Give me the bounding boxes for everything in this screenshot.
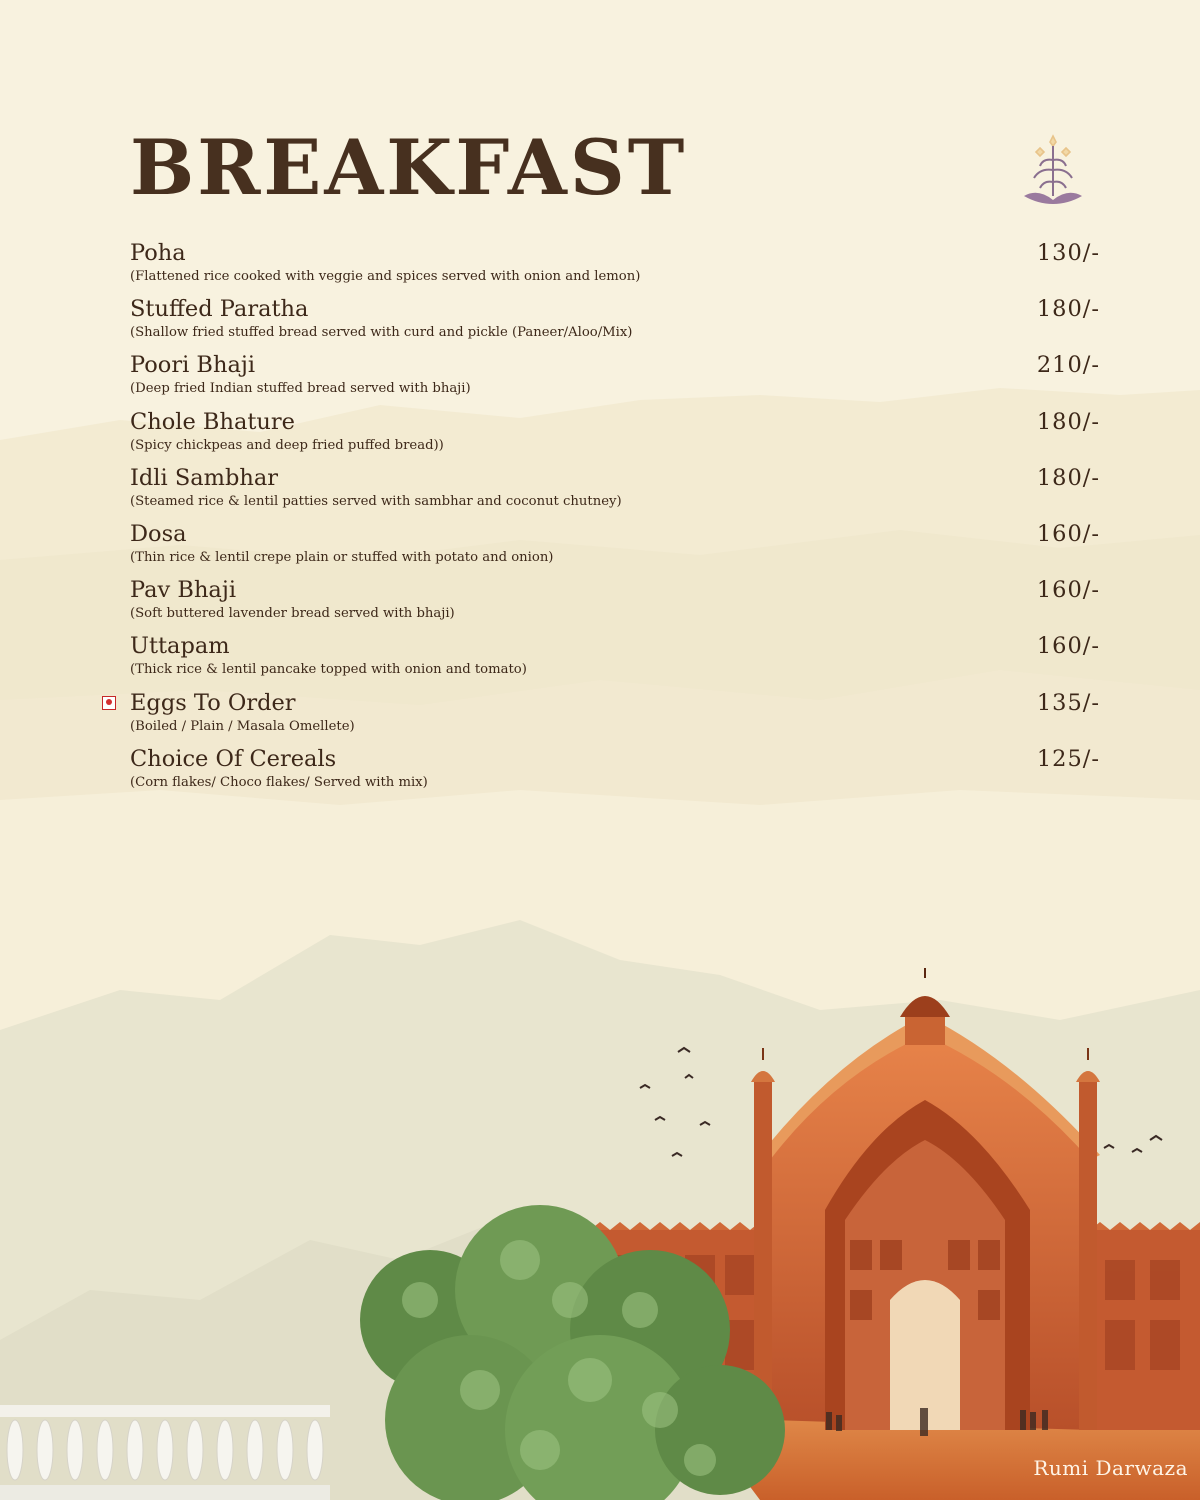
non-veg-marker-icon bbox=[102, 696, 116, 710]
item-price: 180/- bbox=[1036, 464, 1100, 491]
item-description: (Flattened rice cooked with veggie and spices served with onion and lemon) bbox=[130, 269, 641, 284]
menu-item-eggs-to-order bbox=[130, 688, 1100, 744]
item-description: (Spicy chickpeas and deep fried puffed bread)) bbox=[130, 437, 444, 453]
menu-item-chole-bhature bbox=[130, 407, 1100, 463]
menu-item-stuffed-paratha bbox=[130, 294, 1100, 350]
item-price: 210/- bbox=[1036, 352, 1100, 379]
item-name: Poori Bhaji bbox=[130, 352, 256, 379]
item-description: (Boiled / Plain / Masala Omellete) bbox=[130, 718, 355, 734]
item-price: 180/- bbox=[1036, 296, 1100, 323]
menu-item-pav-bhaji bbox=[130, 575, 1100, 631]
menu-item-choice-of-cereals bbox=[130, 744, 1100, 800]
item-description: (Shallow fried stuffed bread served with curd and pickle (Paneer/Aloo/Mix) bbox=[130, 325, 633, 341]
item-name: Chole Bhature bbox=[130, 408, 295, 435]
item-name: Pav Bhaji bbox=[130, 577, 237, 604]
item-name: Idli Sambhar bbox=[130, 464, 279, 491]
lotus-emblem-icon bbox=[1018, 130, 1088, 210]
menu-item-uttapam bbox=[130, 631, 1100, 687]
item-price: 125/- bbox=[1036, 745, 1100, 772]
menu-item-idli-sambhar bbox=[130, 463, 1100, 519]
item-name: Eggs To Order bbox=[130, 689, 296, 716]
item-description: (Corn flakes/ Choco flakes/ Served with mix) bbox=[130, 774, 428, 790]
item-price: 135/- bbox=[1036, 689, 1100, 716]
item-price: 130/- bbox=[1036, 240, 1100, 266]
menu-item-poori-bhaji bbox=[130, 350, 1100, 406]
item-name: Choice Of Cereals bbox=[130, 745, 337, 772]
item-price: 160/- bbox=[1036, 633, 1100, 660]
item-price: 160/- bbox=[1036, 577, 1100, 604]
item-description: (Soft buttered lavender bread served with bhaji) bbox=[130, 606, 455, 622]
balustrade-icon bbox=[0, 1405, 330, 1500]
item-name: Stuffed Paratha bbox=[130, 296, 309, 323]
rumi-darwaza-illustration bbox=[0, 960, 1200, 1500]
breakfast-menu bbox=[130, 238, 1100, 800]
page-title: BREAKFAST bbox=[130, 123, 688, 212]
item-description: (Thin rice & lentil crepe plain or stuffed with potato and onion) bbox=[130, 549, 554, 565]
menu-item-dosa bbox=[130, 519, 1100, 575]
item-description: (Thick rice & lentil pancake topped with onion and tomato) bbox=[130, 662, 527, 678]
item-description: (Steamed rice & lentil patties served with sambhar and coconut chutney) bbox=[130, 493, 622, 509]
item-name: Uttapam bbox=[130, 633, 230, 660]
item-name: Dosa bbox=[130, 520, 187, 547]
item-name: Poha bbox=[130, 240, 186, 266]
menu-item-poha bbox=[130, 238, 1100, 294]
landmark-caption: Rumi Darwaza bbox=[1033, 1456, 1188, 1480]
item-price: 180/- bbox=[1036, 408, 1100, 435]
item-price: 160/- bbox=[1036, 520, 1100, 547]
item-description: (Deep fried Indian stuffed bread served with bhaji) bbox=[130, 381, 471, 397]
